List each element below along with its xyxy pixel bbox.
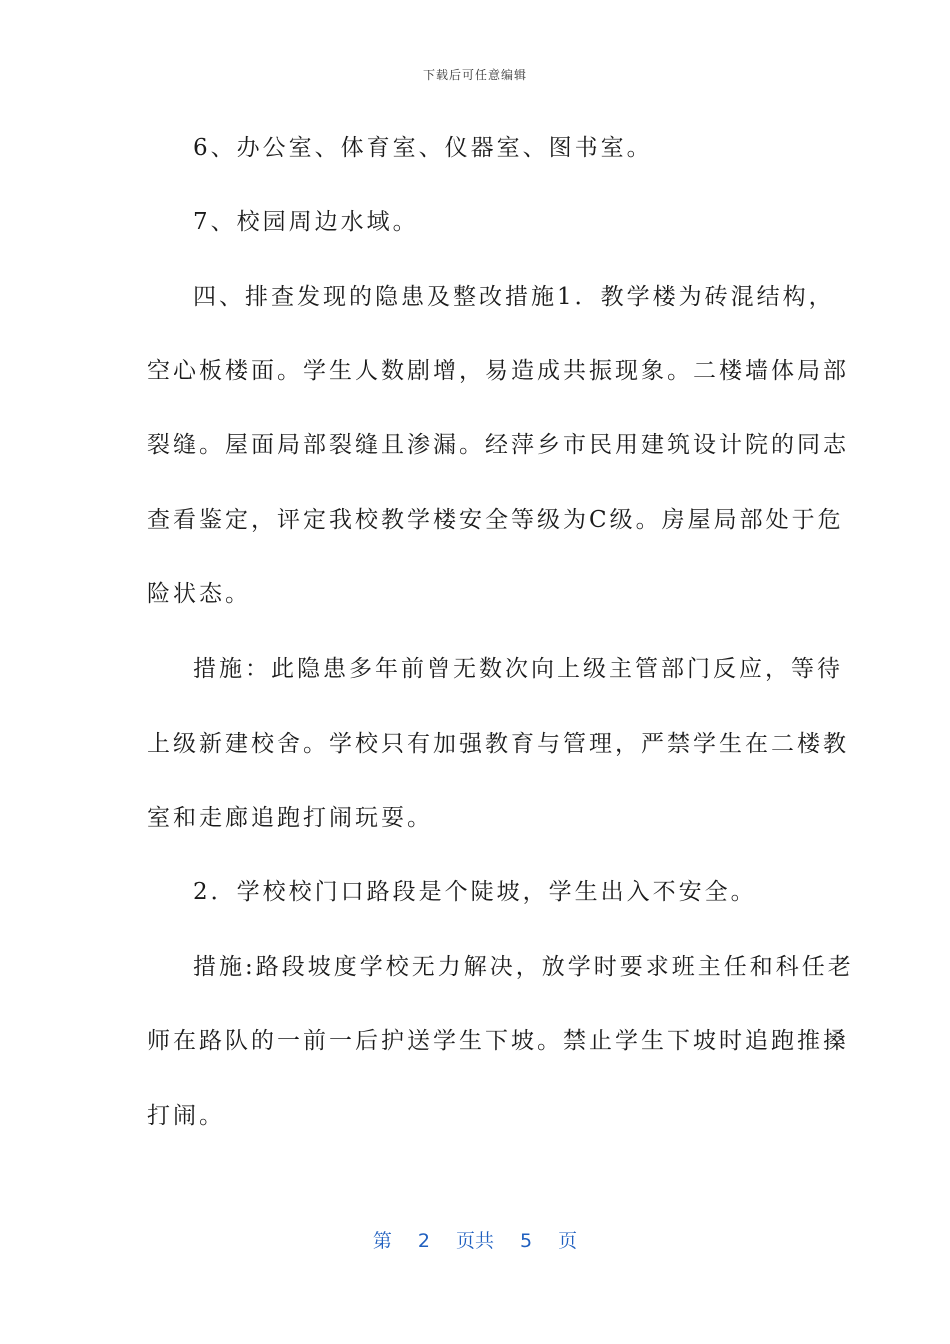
paragraph-line: 措施：此隐患多年前曾无数次向上级主管部门反应，等待 [193,656,843,682]
paragraph-line: 师在路队的一前一后护送学生下坡。禁止学生下坡时追跑推搡 [147,1028,849,1054]
footer-suffix: 页 [558,1230,578,1252]
paragraph-line: 7、校园周边水域。 [193,209,419,235]
paragraph-line: 打闹。 [147,1103,225,1129]
page-header-note: 下载后可任意编辑 [422,68,527,82]
paragraph-line: 措施:路段坡度学校无力解决，放学时要求班主任和科任老 [193,954,854,980]
paragraph-line: 查看鉴定，评定我校教学楼安全等级为C级。房屋局部处于危 [147,507,844,533]
footer-total-pages: 5 [520,1230,533,1252]
paragraph-line: 2．学校校门口路段是个陡坡，学生出入不安全。 [193,879,757,905]
footer-prefix: 第 [372,1230,392,1252]
paragraph-line: 室和走廊追跑打闹玩耍。 [147,805,433,831]
paragraph-line: 裂缝。屋面局部裂缝且渗漏。经萍乡市民用建筑设计院的同志 [147,432,849,458]
paragraph-line: 6、办公室、体育室、仪器室、图书室。 [193,135,653,161]
paragraph-line: 四、排查发现的隐患及整改措施1．教学楼为砖混结构， [193,284,835,310]
paragraph-line: 险状态。 [147,581,251,607]
footer-middle: 页共 [455,1230,494,1252]
footer-current-page: 2 [417,1230,430,1252]
paragraph-line: 空心板楼面。学生人数剧增，易造成共振现象。二楼墙体局部 [147,358,849,384]
page-number-footer [0,1226,950,1253]
paragraph-line: 上级新建校舍。学校只有加强教育与管理，严禁学生在二楼教 [147,731,849,757]
